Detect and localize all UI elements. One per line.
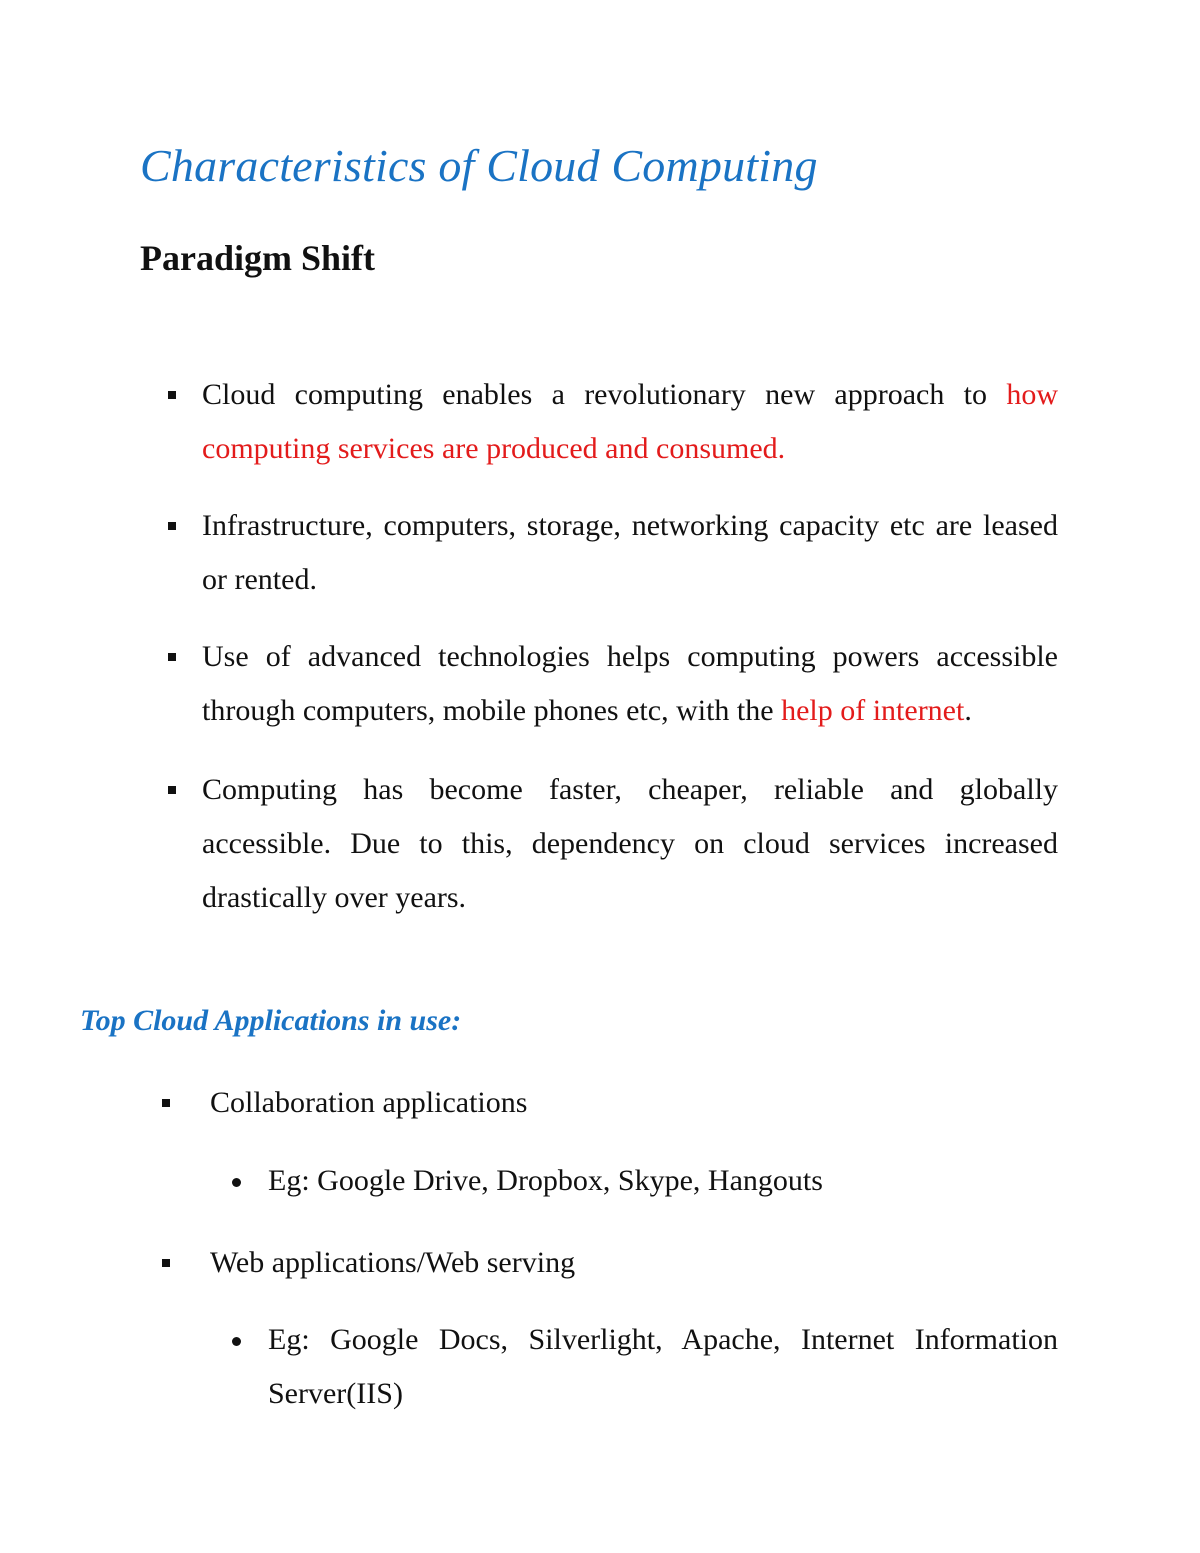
application-example-web bbox=[232, 1313, 1058, 1421]
application-example: Eg: Google Docs, Silverlight, Apache, Internet Information Server(IIS) bbox=[268, 1323, 1058, 1410]
applications-heading: Top Cloud Applications in use: bbox=[80, 1004, 462, 1037]
application-example-collaboration bbox=[232, 1154, 1058, 1208]
round-bullet-icon bbox=[232, 1337, 241, 1346]
square-bullet-icon bbox=[162, 1099, 170, 1107]
bullet-text bbox=[202, 368, 1058, 476]
square-bullet-icon bbox=[168, 522, 176, 530]
paradigm-bullet-3 bbox=[168, 630, 1058, 738]
application-example: Eg: Google Drive, Dropbox, Skype, Hangouts bbox=[268, 1164, 823, 1197]
application-item-collaboration bbox=[162, 1076, 1058, 1130]
square-bullet-icon bbox=[168, 391, 176, 399]
paradigm-bullet-1 bbox=[168, 368, 1058, 476]
square-bullet-icon bbox=[168, 786, 176, 794]
bullet-text bbox=[202, 499, 1058, 607]
round-bullet-icon bbox=[232, 1178, 241, 1187]
bullet-text-highlight: how computing services are produced and consumed. bbox=[202, 378, 1058, 465]
bullet-text bbox=[202, 763, 1058, 925]
bullet-text-highlight: help of internet bbox=[781, 694, 965, 727]
bullet-text-plain: Computing has become faster, cheaper, reliable and globally accessible. Due to this, dependency on cloud services increased drastically over years. bbox=[202, 773, 1058, 914]
paradigm-bullet-4 bbox=[168, 763, 1058, 925]
bullet-text-plain: Cloud computing enables a revolutionary new approach to bbox=[202, 378, 1007, 411]
document-title: Characteristics of Cloud Computing bbox=[140, 140, 818, 191]
square-bullet-icon bbox=[168, 653, 176, 661]
bullet-text-plain: Use of advanced technologies helps computing powers accessible through computers, mobile phones etc, with the bbox=[202, 640, 1058, 727]
section-heading-paradigm-shift: Paradigm Shift bbox=[140, 238, 376, 278]
paradigm-bullet-2 bbox=[168, 499, 1058, 607]
application-label: Web applications/Web serving bbox=[210, 1246, 576, 1279]
bullet-text-tail: . bbox=[964, 694, 972, 727]
bullet-text bbox=[202, 630, 1058, 738]
square-bullet-icon bbox=[162, 1259, 170, 1267]
bullet-text-plain: Infrastructure, computers, storage, networking capacity etc are leased or rented. bbox=[202, 509, 1058, 596]
application-item-web bbox=[162, 1236, 1058, 1290]
application-label: Collaboration applications bbox=[210, 1086, 528, 1119]
